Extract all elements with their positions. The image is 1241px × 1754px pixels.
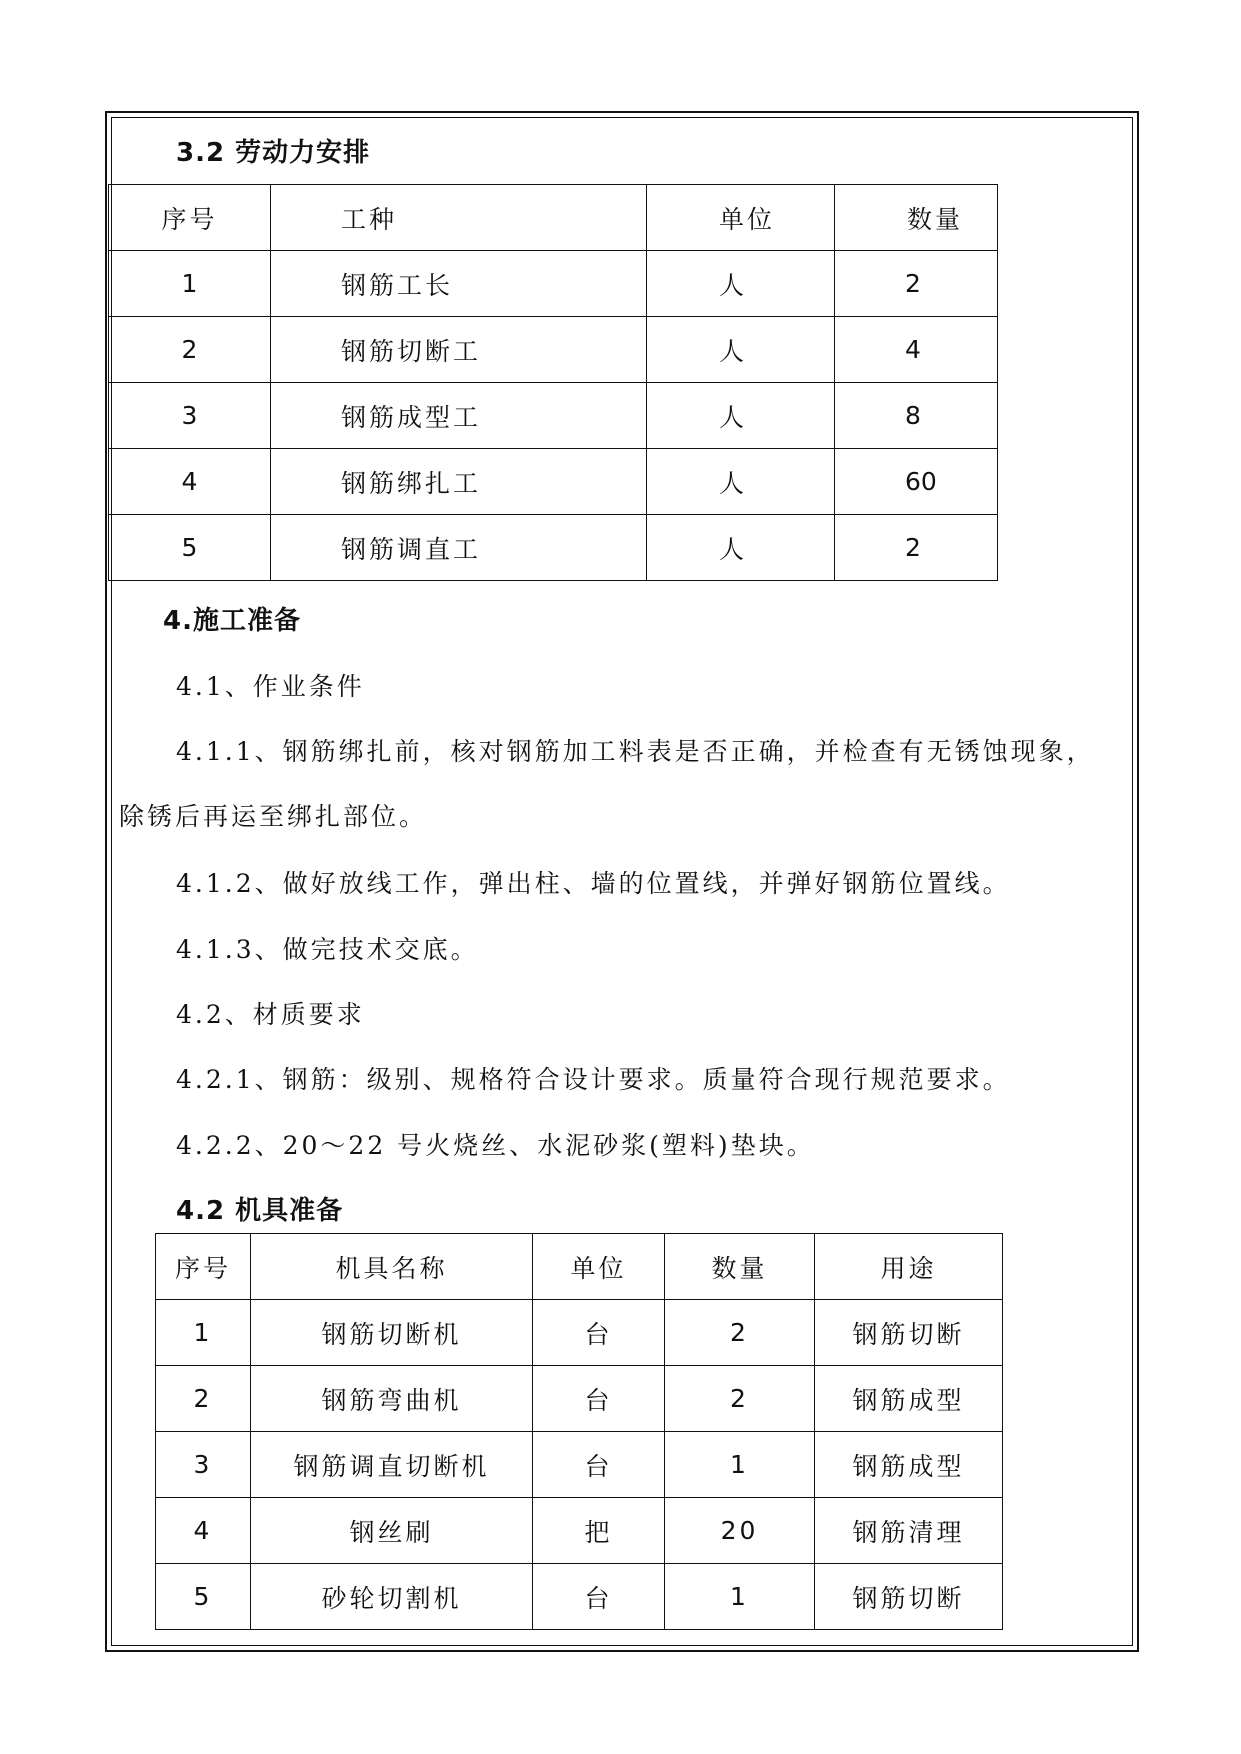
labor-cell-index: 2 bbox=[109, 317, 271, 383]
table-row bbox=[109, 515, 998, 581]
tools-cell-qty: 2 bbox=[665, 1300, 815, 1366]
labor-cell-qty: 2 bbox=[835, 251, 998, 317]
tools-cell-qty: 1 bbox=[665, 1432, 815, 1498]
tools-cell-qty: 20 bbox=[665, 1498, 815, 1564]
labor-cell-unit: 人 bbox=[647, 251, 835, 317]
tools-cell-unit: 台 bbox=[533, 1564, 665, 1630]
tools-cell-unit: 台 bbox=[533, 1300, 665, 1366]
table-row bbox=[156, 1300, 1003, 1366]
prep-heading: 4.施工准备 bbox=[163, 606, 301, 636]
labor-header-unit: 单位 bbox=[647, 185, 835, 251]
paragraph: 4.2.2、20～22 号火烧丝、水泥砂浆(塑料)垫块。 bbox=[176, 1131, 815, 1160]
tools-cell-name: 钢筋切断机 bbox=[251, 1300, 533, 1366]
table-row bbox=[156, 1498, 1003, 1564]
labor-cell-unit: 人 bbox=[647, 515, 835, 581]
labor-table-header-row bbox=[109, 185, 998, 251]
labor-cell-trade: 钢筋调直工 bbox=[271, 515, 647, 581]
table-row bbox=[109, 317, 998, 383]
labor-header-qty: 数量 bbox=[835, 185, 998, 251]
labor-cell-trade: 钢筋成型工 bbox=[271, 383, 647, 449]
table-row bbox=[156, 1366, 1003, 1432]
table-row bbox=[156, 1432, 1003, 1498]
tools-cell-purpose: 钢筋成型 bbox=[815, 1432, 1003, 1498]
labor-cell-qty: 60 bbox=[835, 449, 998, 515]
tools-cell-unit: 台 bbox=[533, 1432, 665, 1498]
labor-heading: 3.2 劳动力安排 bbox=[176, 138, 371, 168]
labor-cell-unit: 人 bbox=[647, 383, 835, 449]
paragraph: 4.1.3、做完技术交底。 bbox=[176, 935, 479, 964]
tools-cell-index: 5 bbox=[156, 1564, 251, 1630]
labor-cell-trade: 钢筋切断工 bbox=[271, 317, 647, 383]
tools-table-header-row bbox=[156, 1234, 1003, 1300]
tools-header-purpose: 用途 bbox=[815, 1234, 1003, 1300]
labor-cell-qty: 8 bbox=[835, 383, 998, 449]
tools-cell-qty: 2 bbox=[665, 1366, 815, 1432]
tools-header-unit: 单位 bbox=[533, 1234, 665, 1300]
tools-cell-purpose: 钢筋成型 bbox=[815, 1366, 1003, 1432]
labor-cell-index: 3 bbox=[109, 383, 271, 449]
tools-cell-name: 钢丝刷 bbox=[251, 1498, 533, 1564]
labor-cell-index: 5 bbox=[109, 515, 271, 581]
table-row bbox=[156, 1564, 1003, 1630]
labor-cell-qty: 4 bbox=[835, 317, 998, 383]
tools-cell-name: 砂轮切割机 bbox=[251, 1564, 533, 1630]
tools-cell-purpose: 钢筋切断 bbox=[815, 1300, 1003, 1366]
tools-header-name: 机具名称 bbox=[251, 1234, 533, 1300]
labor-cell-index: 1 bbox=[109, 251, 271, 317]
tools-cell-purpose: 钢筋清理 bbox=[815, 1498, 1003, 1564]
labor-cell-trade: 钢筋工长 bbox=[271, 251, 647, 317]
tools-cell-index: 4 bbox=[156, 1498, 251, 1564]
tools-cell-qty: 1 bbox=[665, 1564, 815, 1630]
tools-cell-index: 2 bbox=[156, 1366, 251, 1432]
table-row bbox=[109, 251, 998, 317]
paragraph: 4.2.1、钢筋：级别、规格符合设计要求。质量符合现行规范要求。 bbox=[176, 1065, 1011, 1094]
tools-heading: 4.2 机具准备 bbox=[176, 1196, 344, 1226]
labor-table bbox=[108, 184, 998, 581]
tools-cell-name: 钢筋弯曲机 bbox=[251, 1366, 533, 1432]
paragraph: 4.1、作业条件 bbox=[176, 672, 365, 701]
tools-cell-index: 3 bbox=[156, 1432, 251, 1498]
labor-header-trade: 工种 bbox=[271, 185, 647, 251]
tools-cell-name: 钢筋调直切断机 bbox=[251, 1432, 533, 1498]
labor-cell-index: 4 bbox=[109, 449, 271, 515]
labor-header-index: 序号 bbox=[109, 185, 271, 251]
labor-cell-trade: 钢筋绑扎工 bbox=[271, 449, 647, 515]
paragraph: 除锈后再运至绑扎部位。 bbox=[119, 802, 428, 831]
labor-cell-unit: 人 bbox=[647, 317, 835, 383]
tools-header-index: 序号 bbox=[156, 1234, 251, 1300]
labor-cell-unit: 人 bbox=[647, 449, 835, 515]
tools-table bbox=[155, 1233, 1003, 1630]
tools-cell-index: 1 bbox=[156, 1300, 251, 1366]
paragraph: 4.1.2、做好放线工作，弹出柱、墙的位置线，并弹好钢筋位置线。 bbox=[176, 869, 1011, 898]
tools-cell-unit: 台 bbox=[533, 1366, 665, 1432]
tools-header-qty: 数量 bbox=[665, 1234, 815, 1300]
table-row bbox=[109, 383, 998, 449]
labor-cell-qty: 2 bbox=[835, 515, 998, 581]
tools-cell-unit: 把 bbox=[533, 1498, 665, 1564]
tools-cell-purpose: 钢筋切断 bbox=[815, 1564, 1003, 1630]
paragraph: 4.1.1、钢筋绑扎前，核对钢筋加工料表是否正确，并检查有无锈蚀现象， bbox=[176, 737, 1095, 766]
paragraph: 4.2、材质要求 bbox=[176, 1000, 365, 1029]
table-row bbox=[109, 449, 998, 515]
